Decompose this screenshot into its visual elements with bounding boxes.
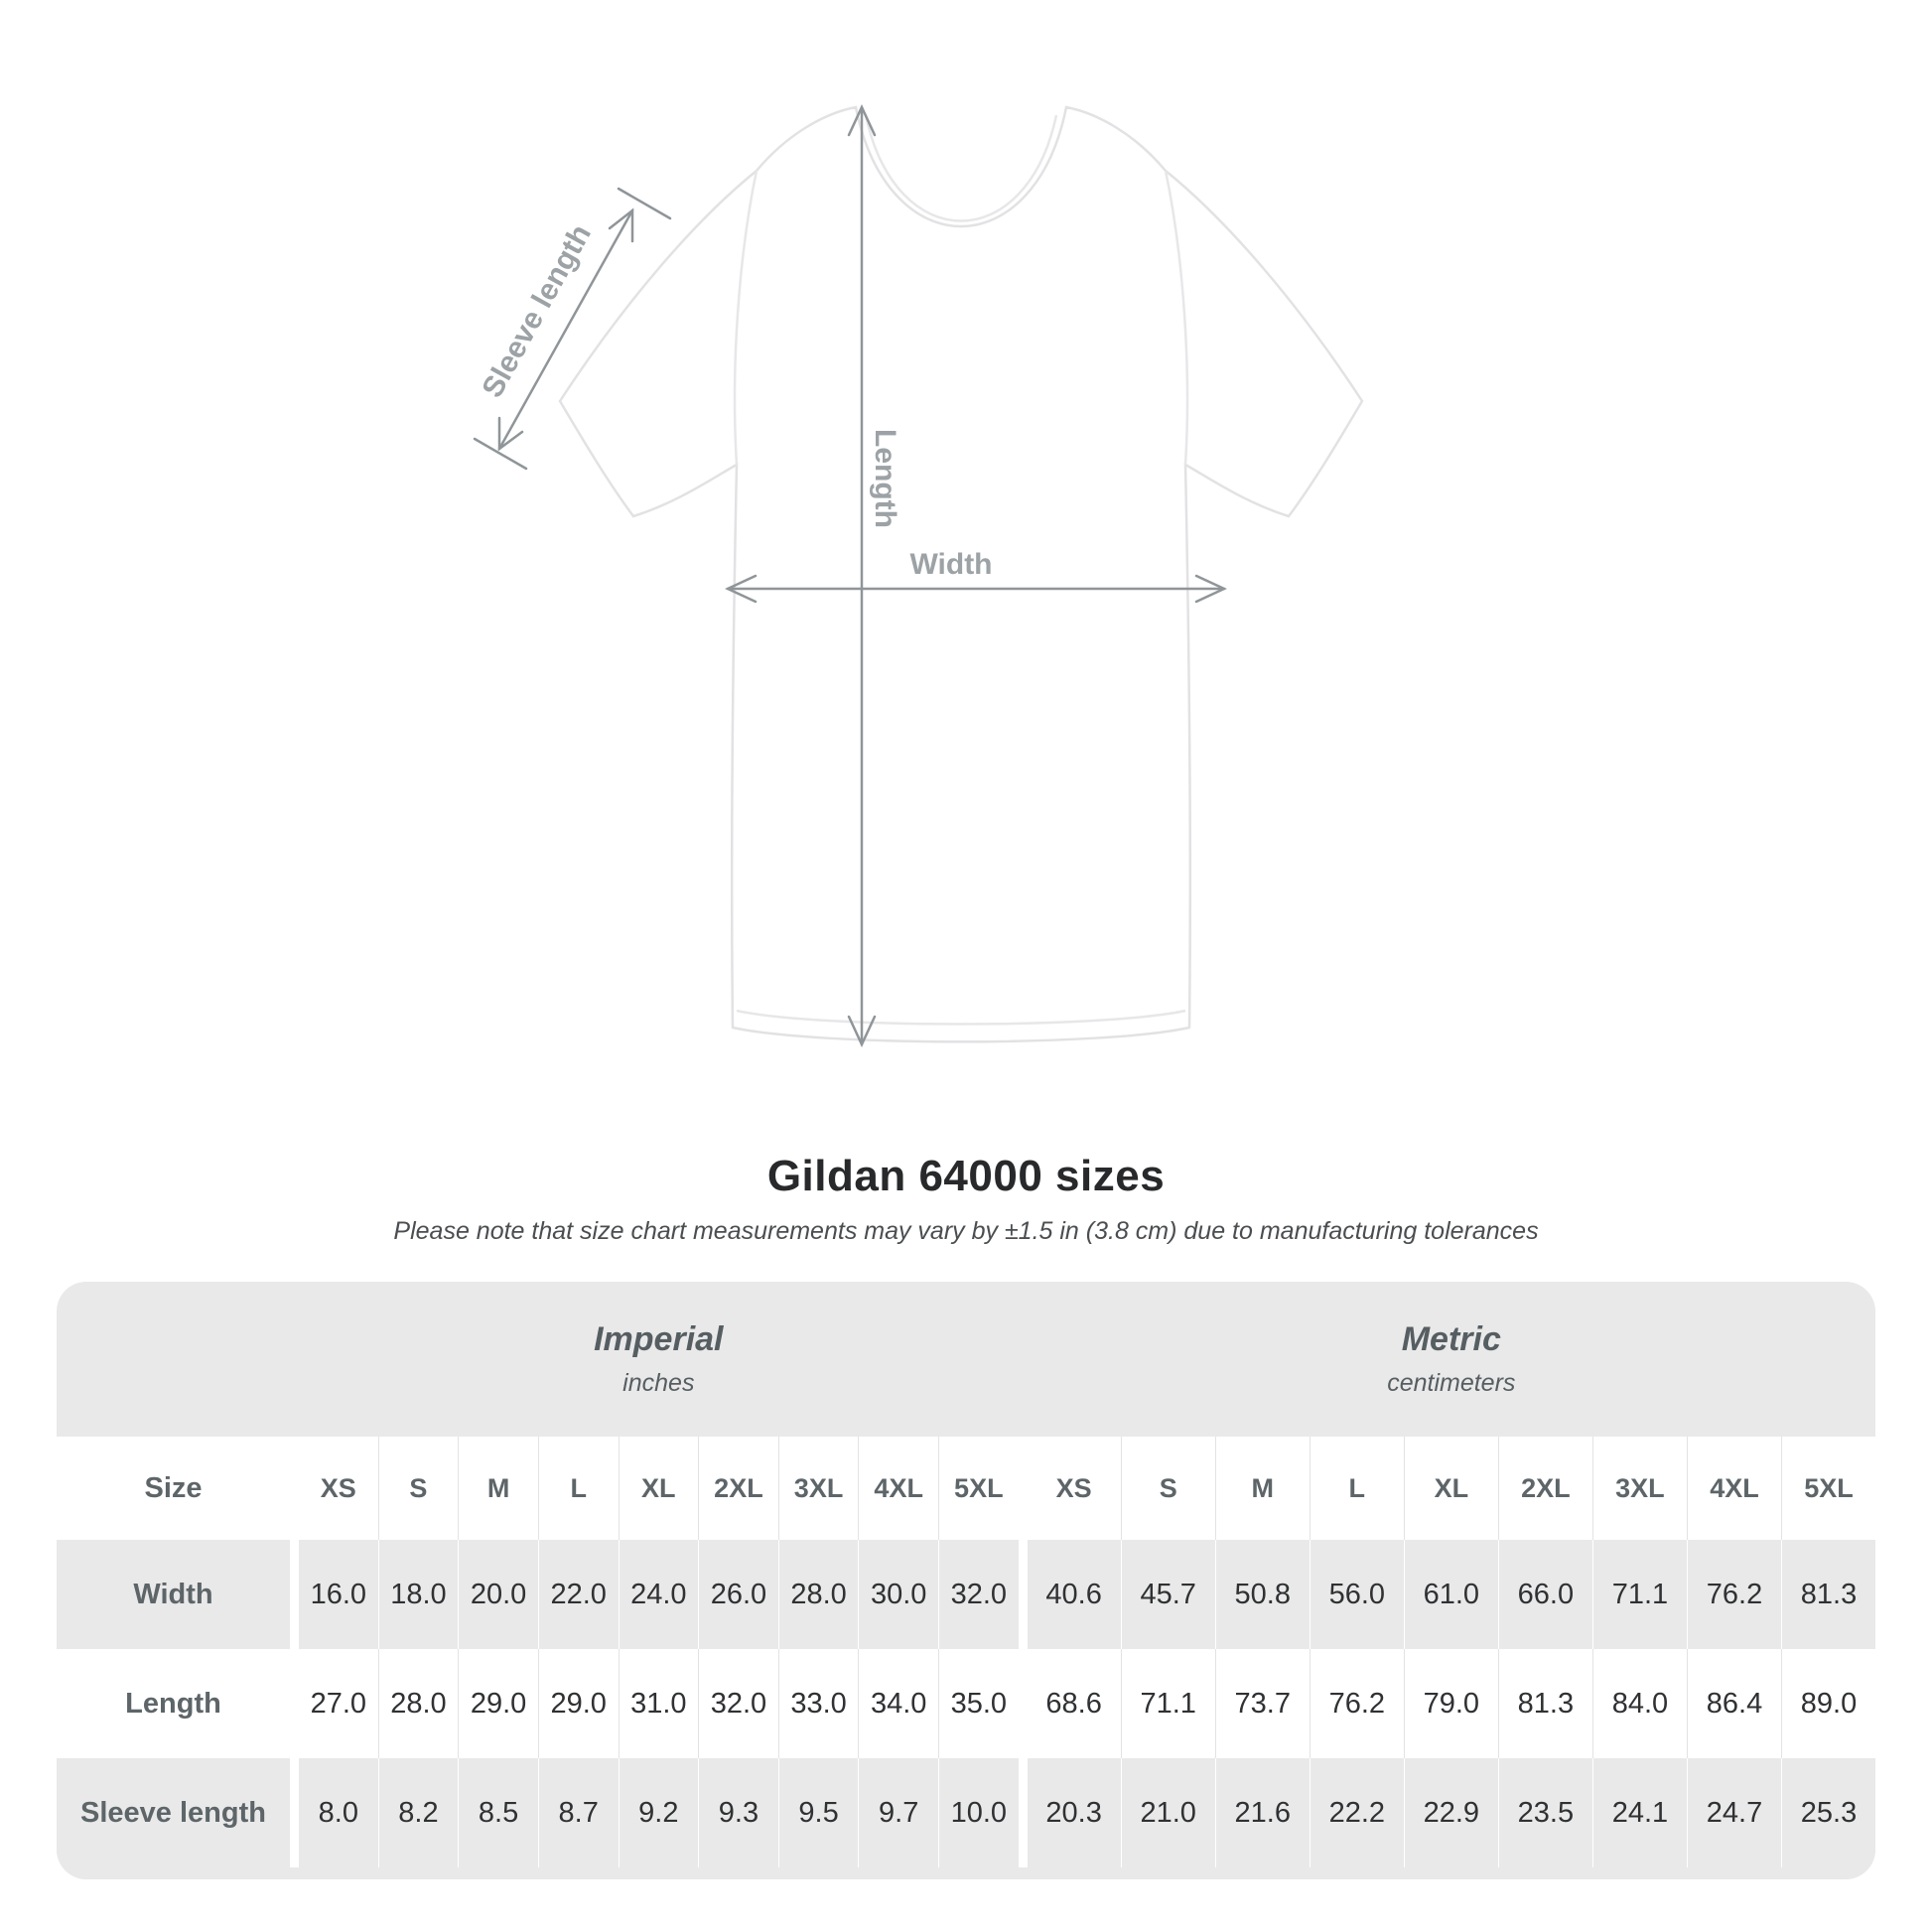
length-value-cell: 35.0 — [938, 1649, 1019, 1758]
width-value-cell: 16.0 — [310, 1578, 367, 1610]
size-column-header: 2XL — [1498, 1437, 1592, 1540]
sleeve-value-cell: 25.3 — [1781, 1758, 1875, 1867]
sleeve-length-label: Sleeve length — [476, 218, 599, 403]
unit-header-row — [57, 1282, 1875, 1437]
unit-header-spacer — [57, 1282, 290, 1437]
sleeve-value-cell: 22.2 — [1310, 1758, 1404, 1867]
imperial-sizes — [299, 1437, 1019, 1540]
width-value-cell: 50.8 — [1215, 1540, 1310, 1649]
size-column-header: XS — [320, 1472, 356, 1503]
sleeve-value-cell: 24.1 — [1592, 1758, 1687, 1867]
length-value-cell: 68.6 — [1045, 1687, 1102, 1720]
imperial-unit: inches — [622, 1369, 695, 1397]
length-value-cell: 32.0 — [698, 1649, 778, 1758]
width-metric-values — [1028, 1540, 1875, 1649]
length-imperial-values — [299, 1649, 1019, 1758]
width-value-cell: 20.0 — [458, 1540, 538, 1649]
imperial-header — [299, 1282, 1019, 1437]
length-value-cell: 79.0 — [1404, 1649, 1498, 1758]
size-column-header: XL — [619, 1437, 699, 1540]
width-value-cell: 76.2 — [1687, 1540, 1781, 1649]
row-label: Length — [125, 1687, 221, 1720]
size-column-header: XL — [1404, 1437, 1498, 1540]
sleeve-value-cell: 20.3 — [1045, 1796, 1102, 1829]
sleeve-value-cell: 9.7 — [858, 1758, 938, 1867]
sleeve-value-cell: 21.6 — [1215, 1758, 1310, 1867]
row-label: Sleeve length — [80, 1796, 266, 1829]
length-value-cell: 28.0 — [378, 1649, 459, 1758]
width-value-cell: 40.6 — [1045, 1578, 1102, 1610]
length-value-cell: 29.0 — [458, 1649, 538, 1758]
column-gutter — [290, 1282, 299, 1437]
sleeve-value-cell: 8.7 — [538, 1758, 619, 1867]
table-row-width — [57, 1540, 1875, 1649]
sleeve-metric-values — [1028, 1758, 1875, 1867]
size-column-header: 2XL — [698, 1437, 778, 1540]
sleeve-value-cell: 23.5 — [1498, 1758, 1592, 1867]
length-value-cell: 34.0 — [858, 1649, 938, 1758]
column-gutter — [290, 1437, 299, 1540]
size-column-header: 3XL — [778, 1437, 859, 1540]
width-value-cell: 81.3 — [1781, 1540, 1875, 1649]
width-value-cell: 24.0 — [619, 1540, 699, 1649]
column-gutter — [1019, 1437, 1028, 1540]
metric-header — [1028, 1282, 1875, 1437]
column-gutter — [1019, 1649, 1028, 1758]
length-value-cell: 73.7 — [1215, 1649, 1310, 1758]
sleeve-value-cell: 8.5 — [458, 1758, 538, 1867]
length-value-cell: 84.0 — [1592, 1649, 1687, 1758]
size-column-header: L — [1310, 1437, 1404, 1540]
tolerance-note: Please note that size chart measurements may vary by ±1.5 in (3.8 cm) due to manufacturing tolerances — [393, 1217, 1539, 1245]
width-value-cell: 45.7 — [1121, 1540, 1215, 1649]
sleeve-value-cell: 22.9 — [1404, 1758, 1498, 1867]
imperial-title: Imperial — [594, 1320, 724, 1358]
length-value-cell: 31.0 — [619, 1649, 699, 1758]
sleeve-value-cell: 8.2 — [378, 1758, 459, 1867]
length-metric-values — [1028, 1649, 1875, 1758]
length-value-cell: 33.0 — [778, 1649, 859, 1758]
size-column-header: L — [538, 1437, 619, 1540]
width-value-cell: 26.0 — [698, 1540, 778, 1649]
size-column-header: 4XL — [858, 1437, 938, 1540]
sleeve-value-cell: 8.0 — [318, 1796, 358, 1829]
size-column-header: 4XL — [1687, 1437, 1781, 1540]
table-row-length — [57, 1649, 1875, 1758]
size-header-row — [57, 1437, 1875, 1540]
column-gutter — [290, 1758, 299, 1867]
size-column-header: M — [1215, 1437, 1310, 1540]
length-value-cell: 27.0 — [310, 1687, 367, 1720]
column-gutter — [1019, 1758, 1028, 1867]
metric-unit: centimeters — [1387, 1369, 1516, 1397]
sleeve-value-cell: 9.3 — [698, 1758, 778, 1867]
width-value-cell: 66.0 — [1498, 1540, 1592, 1649]
sleeve-value-cell: 21.0 — [1121, 1758, 1215, 1867]
width-value-cell: 56.0 — [1310, 1540, 1404, 1649]
length-value-cell: 89.0 — [1781, 1649, 1875, 1758]
width-value-cell: 71.1 — [1592, 1540, 1687, 1649]
sleeve-value-cell: 9.2 — [619, 1758, 699, 1867]
column-gutter — [1019, 1540, 1028, 1649]
length-value-cell: 81.3 — [1498, 1649, 1592, 1758]
sleeve-imperial-values — [299, 1758, 1019, 1867]
width-value-cell: 22.0 — [538, 1540, 619, 1649]
length-value-cell: 29.0 — [538, 1649, 619, 1758]
width-value-cell: 28.0 — [778, 1540, 859, 1649]
size-column-header: 5XL — [1781, 1437, 1875, 1540]
size-column-header: M — [458, 1437, 538, 1540]
length-value-cell: 86.4 — [1687, 1649, 1781, 1758]
size-column-header: S — [1121, 1437, 1215, 1540]
width-value-cell: 32.0 — [938, 1540, 1019, 1649]
width-label: Width — [909, 548, 993, 581]
width-value-cell: 18.0 — [378, 1540, 459, 1649]
metric-sizes — [1028, 1437, 1875, 1540]
sleeve-value-cell: 10.0 — [938, 1758, 1019, 1867]
size-column-header: 3XL — [1592, 1437, 1687, 1540]
width-imperial-values — [299, 1540, 1019, 1649]
metric-title: Metric — [1401, 1320, 1501, 1358]
column-gutter — [290, 1540, 299, 1649]
column-gutter — [290, 1649, 299, 1758]
length-label: Length — [869, 429, 901, 528]
size-column-header: S — [378, 1437, 459, 1540]
sleeve-value-cell: 9.5 — [778, 1758, 859, 1867]
table-row-sleeve-length — [57, 1758, 1875, 1867]
page-title: Gildan 64000 sizes — [766, 1152, 1166, 1200]
width-value-cell: 61.0 — [1404, 1540, 1498, 1649]
row-label: Width — [133, 1578, 213, 1610]
length-value-cell: 76.2 — [1310, 1649, 1404, 1758]
column-gutter — [1019, 1282, 1028, 1437]
length-value-cell: 71.1 — [1121, 1649, 1215, 1758]
size-column-header: 5XL — [938, 1437, 1019, 1540]
width-value-cell: 30.0 — [858, 1540, 938, 1649]
size-table — [57, 1282, 1875, 1879]
size-row-label: Size — [144, 1471, 203, 1504]
sleeve-value-cell: 24.7 — [1687, 1758, 1781, 1867]
size-column-header: XS — [1055, 1472, 1092, 1503]
